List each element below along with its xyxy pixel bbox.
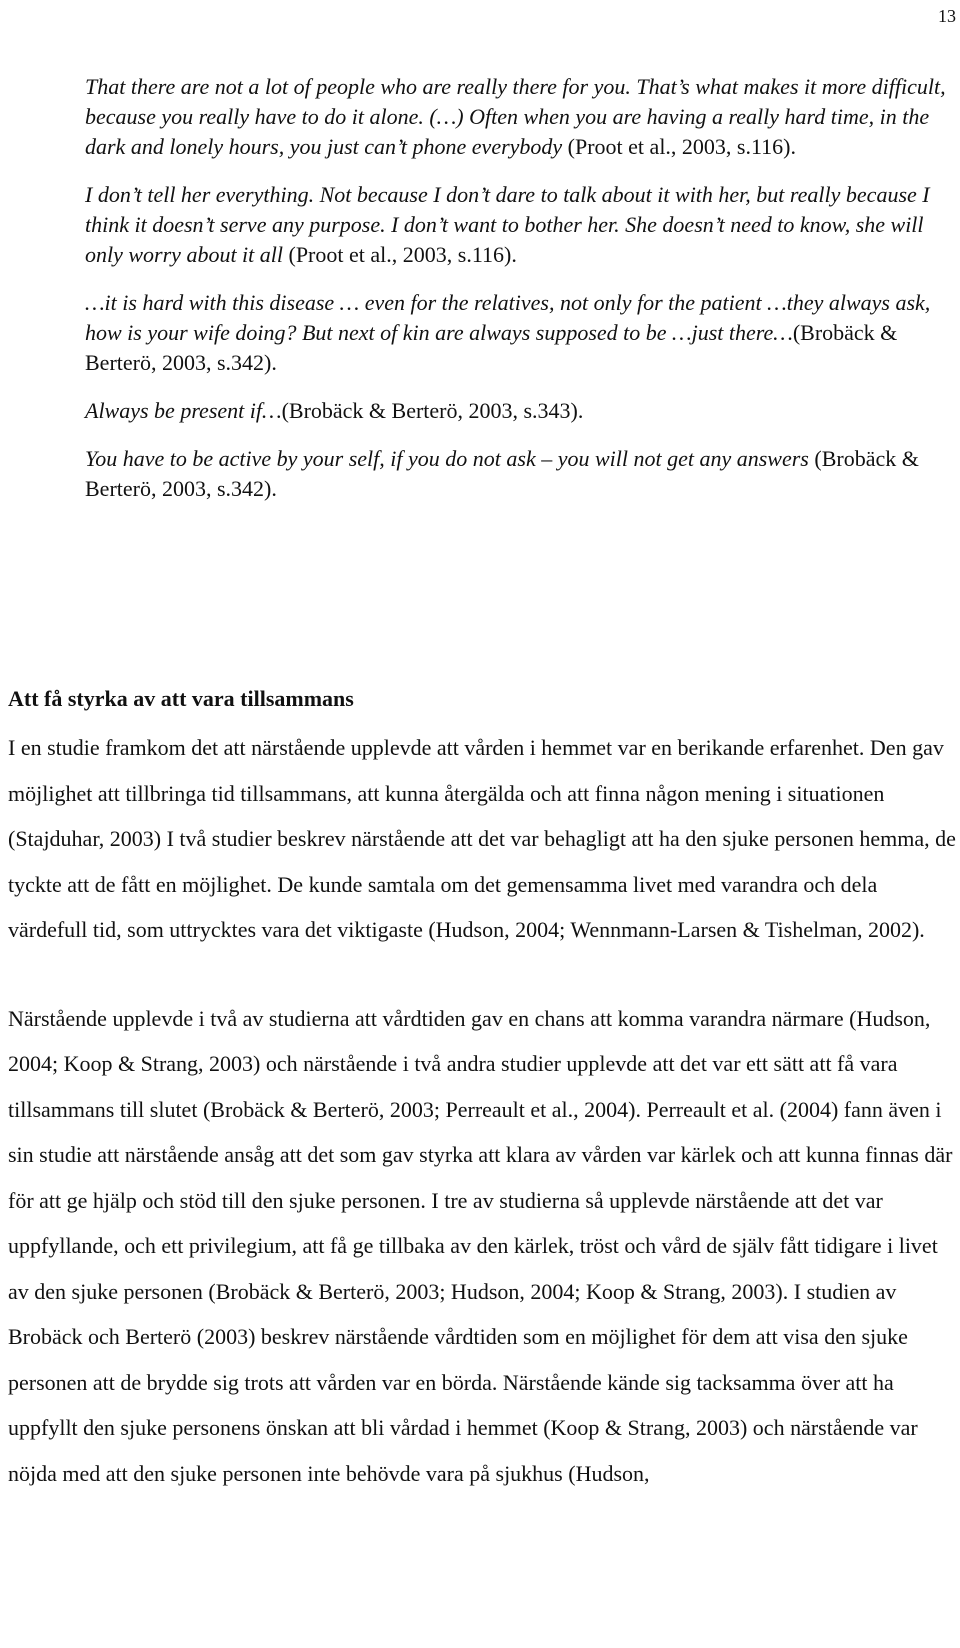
quote-citation: (Proot et al., 2003, s.116). bbox=[283, 242, 517, 267]
quote-text: Always be present if… bbox=[85, 398, 282, 423]
body-paragraph-1: I en studie framkom det att närstående upplevde att vården i hemmet var en berikande erfarenhet. Den gav möjlighet att tillbringa tid tillsammans, att kunna återgälda och att finna någon mening i situationen (Stajduhar, 2003) I två studier beskrev närstående att det var behagligt att ha den sjuke personen hemma, de tyckte att de fått en möjlighet. De kunde samtala om det gemensamma livet med varandra och dela värdefull tid, som uttrycktes vara det viktigaste (Hudson, 2004; Wennmann-Larsen & Tishelman, 2002). bbox=[8, 735, 956, 942]
quote-text: That there are not a lot of people who are really there for you. That’s what makes it more difficult, because you really have to do it alone. (…) Often when you are having a really hard time, in the dark and lonely hours, you just can’t phone everybody bbox=[85, 74, 946, 159]
page-number: 13 bbox=[938, 6, 956, 26]
quote-citation: (Proot et al., 2003, s.116). bbox=[562, 134, 796, 159]
quote-text: You have to be active by your self, if you do not ask – you will not get any answers bbox=[85, 446, 809, 471]
section-heading: Att få styrka av att vara tillsammans bbox=[8, 686, 354, 711]
quote-5 bbox=[85, 444, 955, 504]
quote-citation: (Brobäck & Berterö, 2003, s.343). bbox=[281, 398, 584, 423]
quote-3 bbox=[85, 288, 955, 378]
body-paragraph-2: Närstående upplevde i två av studierna att vårdtiden gav en chans att komma varandra närmare (Hudson, 2004; Koop & Strang, 2003) och närstående i två andra studier upplevde att det var ett sätt att få vara tillsammans till slutet (Brobäck & Berterö, 2003; Perreault et al., 2004). Perreault et al. (2004) fann även i sin studie att närstående ansåg att det som gav styrka att klara av vården var kärlek och att kunna finnas där för att ge hjälp och stöd till den sjuke personen. I tre av studierna så upplevde närstående att det var uppfyllande, och ett privilegium, att få ge tillbaka av den kärlek, tröst och vård de själv fått tidigare i livet av den sjuke personen (Brobäck & Berterö, 2003; Hudson, 2004; Koop & Strang, 2003). I studien av Brobäck och Berterö (2003) beskrev närstående vårdtiden som en möjlighet för dem att visa den sjuke personen att de brydde sig trots att vården var en börda. Närstående kände sig tacksamma över att ha uppfyllt den sjuke personens önskan att bli vårdad i hemmet (Koop & Strang, 2003) och närstående var nöjda med att den sjuke personen inte behövde vara på sjukhus (Hudson, bbox=[8, 1005, 953, 1486]
quote-list bbox=[85, 72, 955, 522]
quote-text: I don’t tell her everything. Not because I don’t dare to talk about it with her, but really because I think it doesn’t serve any purpose. I don’t want to bother her. She doesn’t need to know, she will only worry about it all bbox=[85, 182, 930, 267]
quote-citation: (Brobäck & Berterö, 2003, s.342). bbox=[85, 446, 919, 501]
quote-1 bbox=[85, 72, 955, 162]
quote-citation: (Brobäck & Berterö, 2003, s.342). bbox=[85, 320, 898, 375]
quote-2 bbox=[85, 180, 955, 270]
quote-text: …it is hard with this disease … even for the relatives, not only for the patient …they always ask, how is your wife doing? But next of kin are always supposed to be …just there… bbox=[85, 290, 931, 345]
quote-4 bbox=[85, 396, 955, 426]
section-strength-together bbox=[8, 685, 958, 1496]
